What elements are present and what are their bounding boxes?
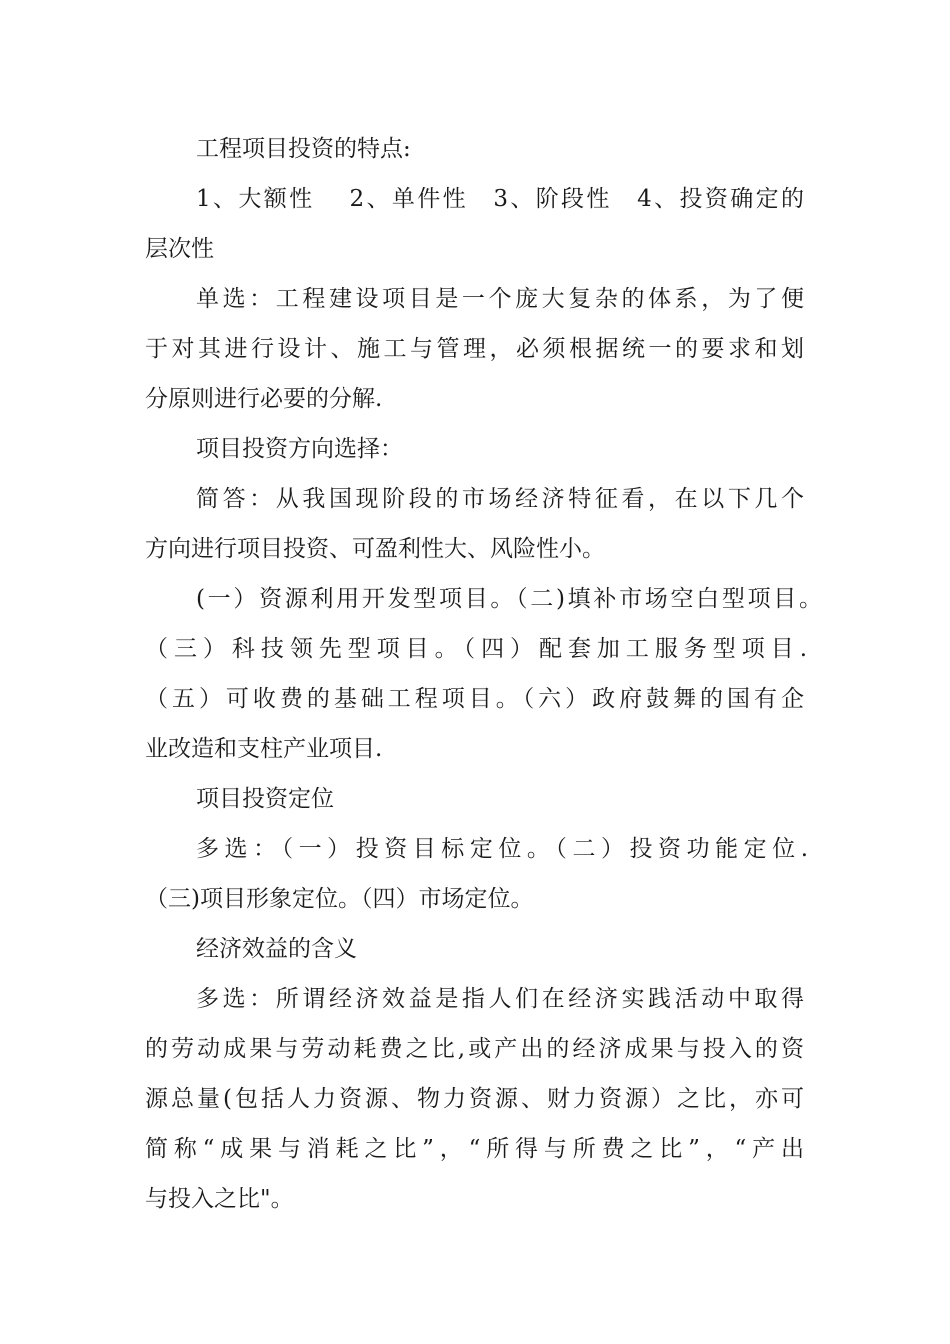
heading-investment-features: 工程项目投资的特点:	[196, 136, 411, 162]
paragraph-line: 业改造和支柱产业项目.	[145, 736, 383, 762]
paragraph-line: 分原则进行必要的分解.	[145, 386, 383, 412]
paragraph-line: 方向进行项目投资、可盈利性大、风险性小。	[145, 536, 605, 562]
paragraph-line: （五）可收费的基础工程项目。（六）政府鼓舞的国有企	[145, 686, 804, 712]
heading-investment-direction: 项目投资方向选择：	[196, 436, 403, 462]
paragraph-line: 简称“成果与消耗之比”，“所得与所费之比”，“产出	[145, 1136, 804, 1162]
paragraph-line: 的劳动成果与劳动耗费之比,或产出的经济成果与投入的资	[145, 1036, 804, 1062]
paragraph-line: 简答：从我国现阶段的市场经济特征看，在以下几个	[196, 486, 804, 512]
paragraph-line: 多选：（一）投资目标定位。（二）投资功能定位.	[196, 836, 808, 862]
heading-economic-benefit: 经济效益的含义	[196, 936, 357, 962]
paragraph-line: 层次性	[145, 236, 214, 262]
paragraph-line: (一）资源利用开发型项目。（二)填补市场空白型项目。	[196, 586, 822, 612]
paragraph-line: （三)项目形象定位。（四）市场定位。	[145, 886, 534, 912]
paragraph-line: （三）科技领先型项目。（四）配套加工服务型项目.	[145, 636, 807, 662]
heading-investment-positioning: 项目投资定位	[196, 786, 334, 812]
paragraph-line: 单选：工程建设项目是一个庞大复杂的体系，为了便	[196, 286, 804, 312]
paragraph-line: 与投入之比"。	[145, 1186, 294, 1212]
paragraph-line: 1、大额性 2、单件性 3、阶段性 4、投资确定的	[196, 186, 804, 212]
paragraph-line: 于对其进行设计、施工与管理，必须根据统一的要求和划	[145, 336, 804, 362]
paragraph-line: 源总量(包括人力资源、物力资源、财力资源）之比，亦可	[145, 1086, 804, 1112]
paragraph-line: 多选：所谓经济效益是指人们在经济实践活动中取得	[196, 986, 804, 1012]
